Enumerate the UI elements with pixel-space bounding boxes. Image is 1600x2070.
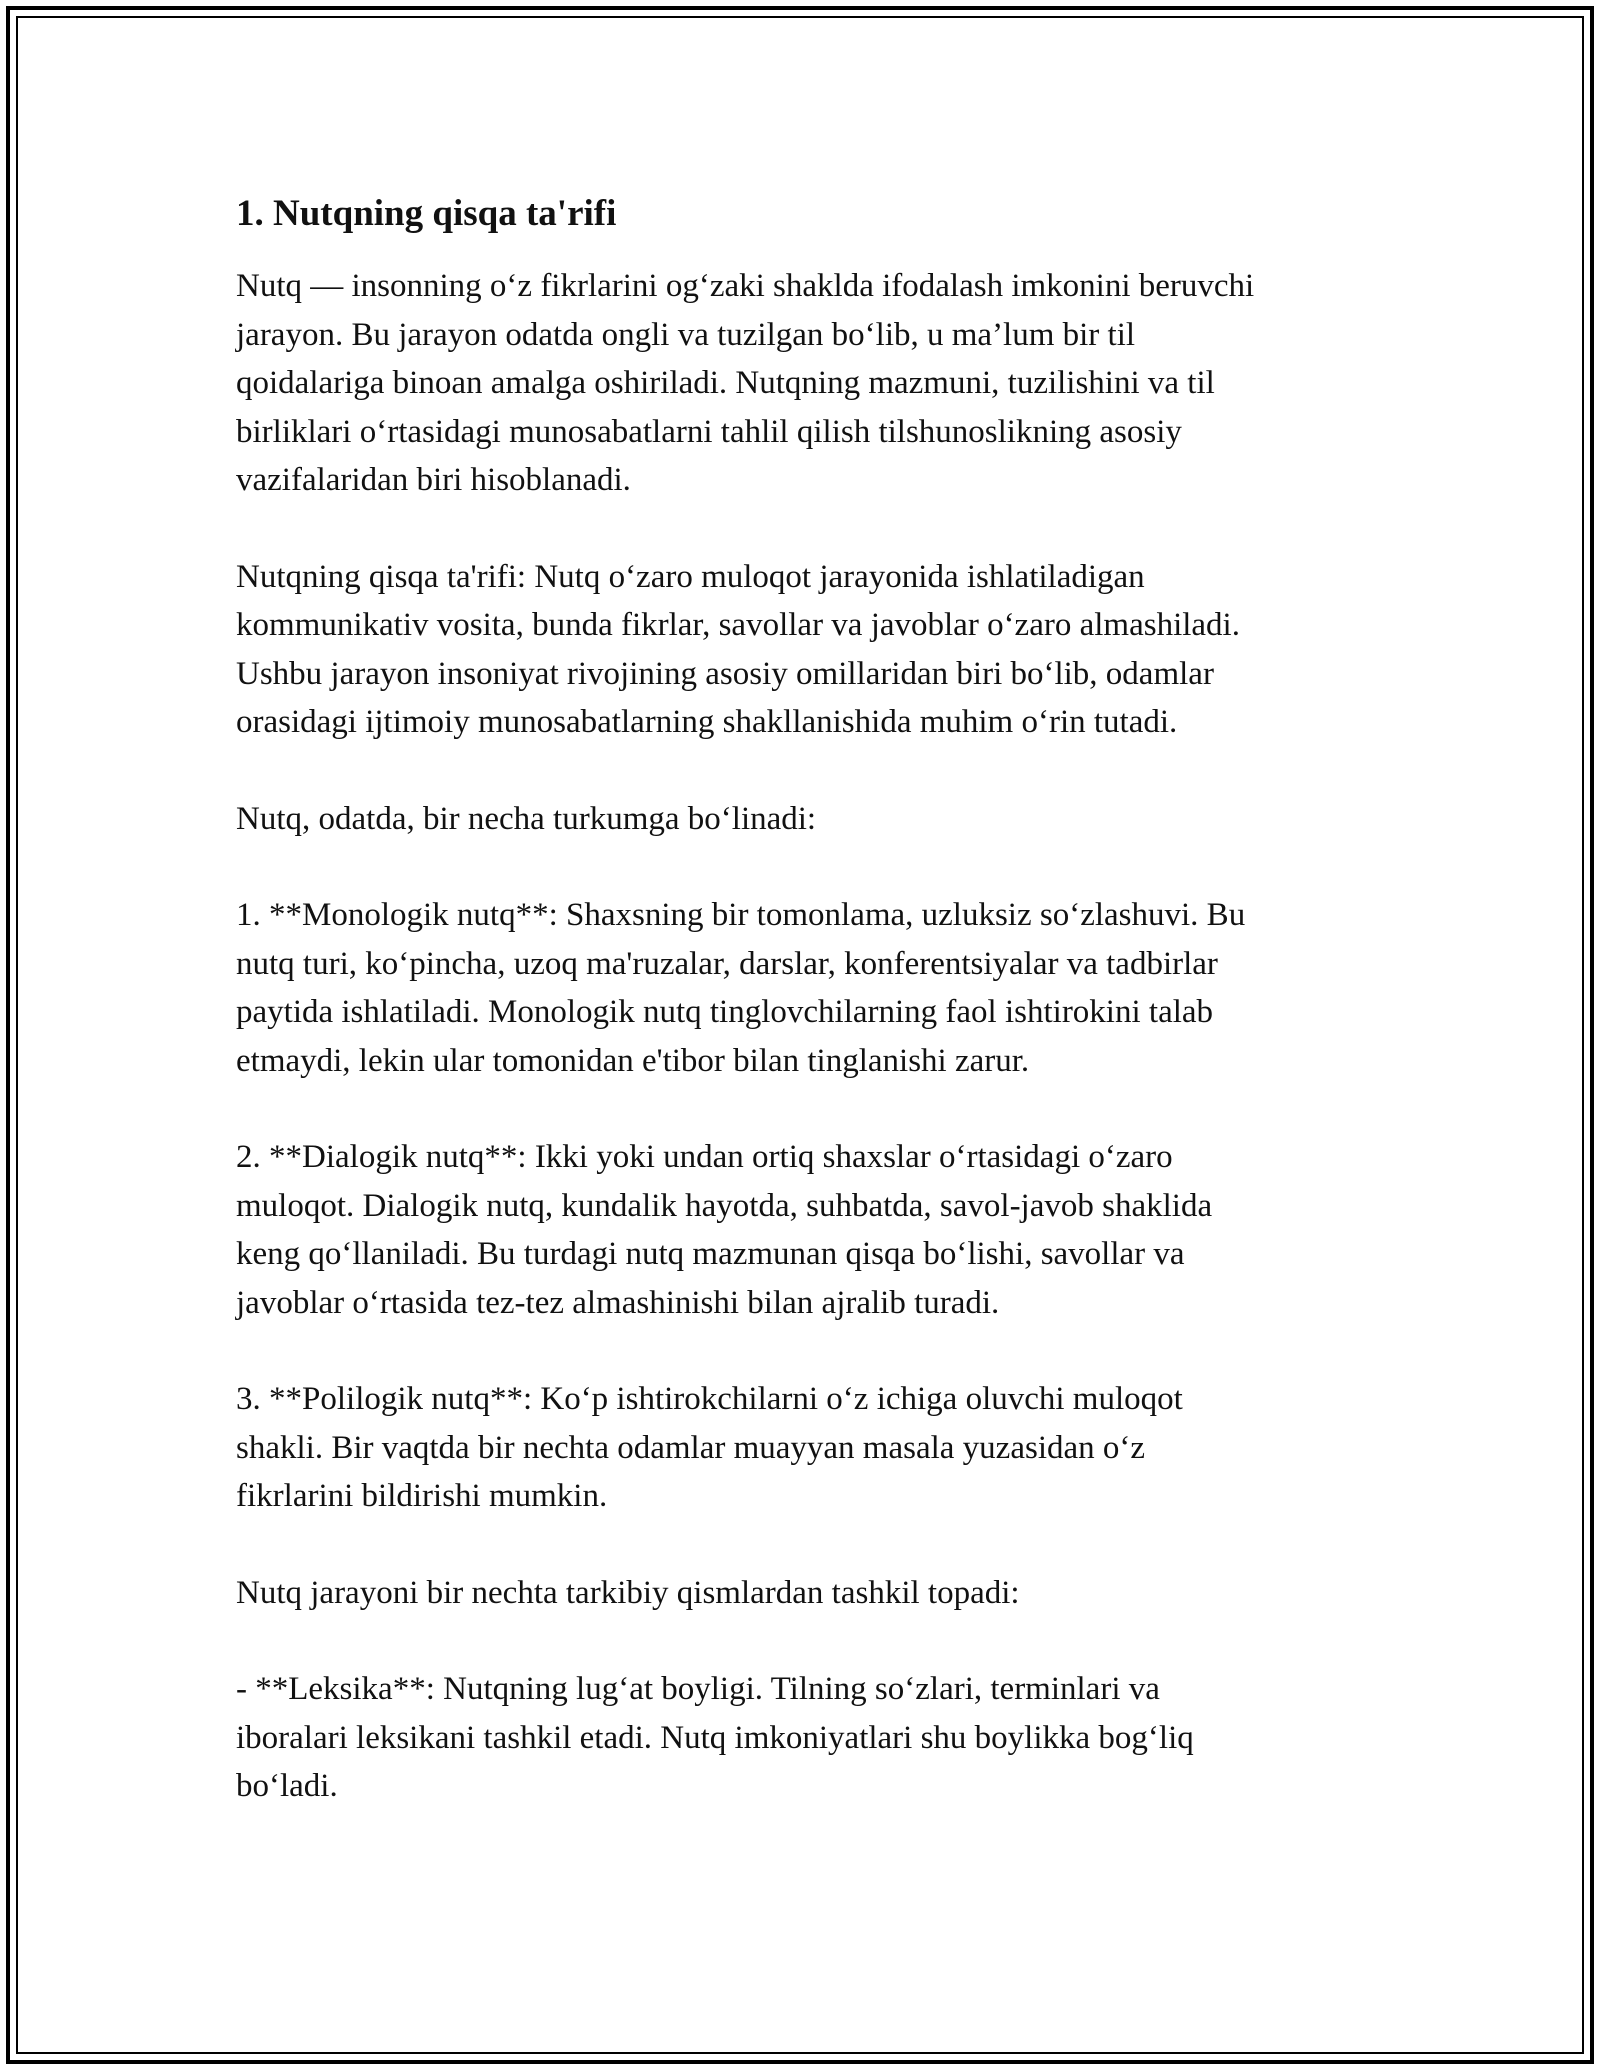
paragraph-categories-intro: Nutq, odatda, bir necha turkumga bo‘linadi: <box>236 800 817 837</box>
section-heading: 1. Nutqning qisqa ta'rifi <box>236 193 617 234</box>
paragraph-definition: Nutq — insonning o‘z fikrlarini og‘zaki shaklda ifodalash imkonini beruvchi jarayon. Bu jarayon odatda ongli va tuzilgan bo‘lib, u ma’lum bir til qoidalariga binoan amalga oshiriladi. Nutqning mazmuni, tuzilishini va til birliklari o‘rtasidagi munosabatlarni tahlil qilish tilshunoslikning asosiy vazifalaridan biri hisoblanadi. <box>236 268 1255 498</box>
list-item-monologic: 1. **Monologik nutq**: Shaxsning bir tomonlama, uzluksiz so‘zlashuvi. Bu nutq turi, ko‘pincha, uzoq ma'ruzalar, darslar, konferentsiyalar va tadbirlar paytida ishlatiladi. Monologik nutq tinglovchilarning faol ishtirokini talab etmaydi, lekin ular tomonidan e'tibor bilan tinglanishi zarur. <box>236 897 1246 1079</box>
list-item-dialogic: 2. **Dialogik nutq**: Ikki yoki undan ortiq shaxslar o‘rtasidagi o‘zaro muloqot. Dialogik nutq, kundalik hayotda, suhbatda, savol-javob shaklida keng qo‘llaniladi. Bu turdagi nutq mazmunan qisqa bo‘lishi, savollar va javoblar o‘rtasida tez-tez almashinishi bilan ajralib turadi. <box>236 1139 1213 1321</box>
list-item-polylogic: 3. **Polilogik nutq**: Ko‘p ishtirokchilarni o‘z ichiga oluvchi muloqot shakli. Bir vaqtda bir nechta odamlar muayyan masala yuzasidan o‘z fikrlarini bildirishi mumkin. <box>236 1381 1183 1514</box>
document-body <box>236 190 1376 1811</box>
list-item-lexicon: - **Leksika**: Nutqning lug‘at boyligi. Tilning so‘zlari, terminlari va iboralari leksikani tashkil etadi. Nutq imkoniyatlari shu boylikka bog‘liq bo‘ladi. <box>236 1671 1194 1804</box>
paragraph-components-intro: Nutq jarayoni bir nechta tarkibiy qismlardan tashkil topadi: <box>236 1574 1020 1611</box>
paragraph-short-definition: Nutqning qisqa ta'rifi: Nutq o‘zaro muloqot jarayonida ishlatiladigan kommunikativ vosita, bunda fikrlar, savollar va javoblar o‘zaro almashiladi. Ushbu jarayon insoniyat rivojining asosiy omillaridan biri bo‘lib, odamlar orasidagi ijtimoiy munosabatlarning shakllanishida muhim o‘rin tutadi. <box>236 558 1240 740</box>
